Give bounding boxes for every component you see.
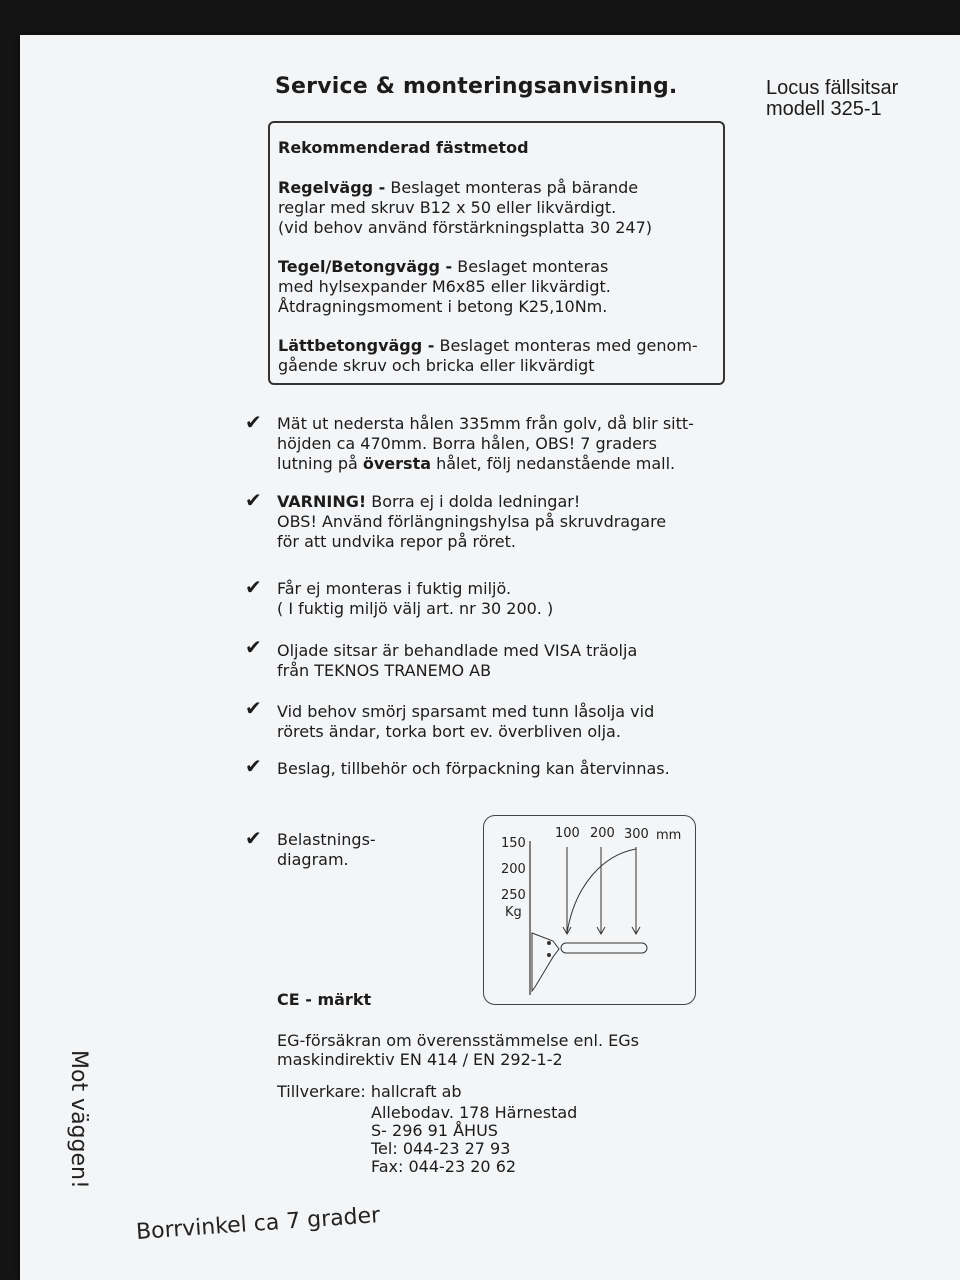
declaration-text: EG-försäkran om överensstämmelse enl. EGs xyxy=(277,1031,639,1050)
method-text: Beslaget monteras med genom- xyxy=(439,336,698,355)
kg-label: 150 xyxy=(501,836,526,851)
item-text: rörets ändar, torka bort ev. överbliven olja. xyxy=(277,722,621,741)
mm-label: 200 xyxy=(590,826,615,841)
fax-line: Fax: 044-23 20 62 xyxy=(371,1157,517,1176)
method-text: med hylsexpander M6x85 eller likvärdigt. xyxy=(278,277,611,296)
item-text: Får ej monteras i fuktig miljö. xyxy=(277,579,512,598)
item-text: Vid behov smörj sparsamt med tunn låsolja vid xyxy=(277,702,655,721)
item-text: Mät ut nedersta hålen 335mm från golv, då blir sitt- xyxy=(277,414,694,433)
method-text: Beslaget monteras xyxy=(457,257,609,276)
kg-label: 250 xyxy=(501,888,526,903)
mm-unit: mm xyxy=(656,828,682,843)
seat-bracket xyxy=(532,933,559,991)
list-item xyxy=(277,579,717,619)
checkmark-icon: ✔ xyxy=(245,696,262,720)
mm-label: 100 xyxy=(555,826,580,841)
load-diagram-drawing xyxy=(483,815,696,1005)
load-arrows xyxy=(563,847,640,934)
handwritten-side-note: Mot väggen! xyxy=(66,1050,91,1189)
item-text: för att undvika repor på röret. xyxy=(277,532,516,551)
list-item xyxy=(277,759,717,779)
product-model xyxy=(766,78,898,120)
item-text: Oljade sitsar är behandlade med VISA träolja xyxy=(277,641,638,660)
seat-tube xyxy=(561,943,647,953)
method-label: Regelvägg - xyxy=(278,178,386,197)
kg-unit: Kg xyxy=(505,905,522,920)
item-text: OBS! Använd förlängningshylsa på skruvdragare xyxy=(277,512,667,531)
method-label: Lättbetongvägg - xyxy=(278,336,435,355)
method-text: (vid behov använd förstärkningsplatta 30 247) xyxy=(278,218,653,237)
ce-mark: CE - märkt xyxy=(277,990,372,1009)
list-item xyxy=(277,414,727,474)
warning-label: VARNING! xyxy=(277,492,367,511)
checkmark-icon: ✔ xyxy=(245,488,262,512)
checkmark-icon: ✔ xyxy=(245,635,262,659)
method-text: gående skruv och bricka eller likvärdigt xyxy=(278,356,595,375)
list-item xyxy=(277,702,717,742)
method-text: reglar med skruv B12 x 50 eller likvärdigt. xyxy=(278,198,617,217)
item-text: ( I fuktig miljö välj art. nr 30 200. ) xyxy=(277,599,554,618)
item-text: höjden ca 470mm. Borra hålen, OBS! 7 graders xyxy=(277,434,657,453)
page-title: Service & monteringsanvisning. xyxy=(275,74,678,99)
mm-label: 300 xyxy=(624,827,649,842)
checkmark-icon: ✔ xyxy=(245,754,262,778)
manufacturer-label: Tillverkare: hallcraft ab xyxy=(277,1082,462,1101)
method-betongvagg xyxy=(278,257,718,317)
model-number: modell 325-1 xyxy=(766,98,882,120)
item-text: lutning på xyxy=(277,454,363,473)
phone-line: Tel: 044-23 27 93 xyxy=(371,1139,511,1158)
item-text: Borra ej i dolda ledningar! xyxy=(366,492,581,511)
method-label: Tegel/Betongvägg - xyxy=(278,257,453,276)
method-text: Åtdragningsmoment i betong K25,10Nm. xyxy=(278,297,608,316)
kg-label: 200 xyxy=(501,862,526,877)
handwritten-bottom-note: Borrvinkel ca 7 grader xyxy=(135,1203,381,1245)
checkmark-icon: ✔ xyxy=(245,826,262,850)
mounting-heading: Rekommenderad fästmetod xyxy=(278,138,529,157)
method-regelvagg xyxy=(278,178,718,238)
method-lattbetong xyxy=(278,336,718,376)
item-text: diagram. xyxy=(277,850,349,869)
item-bold: översta xyxy=(362,454,432,473)
method-text: Beslaget monteras på bärande xyxy=(390,178,639,197)
item-text: Belastnings- xyxy=(277,830,376,849)
item-text: hålet, följ nedanstående mall. xyxy=(431,454,676,473)
item-text: Beslag, tillbehör och förpackning kan återvinnas. xyxy=(277,759,670,778)
checkmark-icon: ✔ xyxy=(245,575,262,599)
list-item xyxy=(277,830,457,870)
model-name: Locus fällsitsar xyxy=(766,77,899,99)
address-line: Allebodav. 178 Härnestad xyxy=(371,1103,578,1122)
list-item xyxy=(277,641,717,681)
list-item xyxy=(277,492,717,552)
item-text: från TEKNOS TRANEMO AB xyxy=(277,661,492,680)
checkmark-icon: ✔ xyxy=(245,410,262,434)
declaration-text: maskindirektiv EN 414 / EN 292-1-2 xyxy=(277,1050,563,1069)
address-line: S- 296 91 ÅHUS xyxy=(371,1121,498,1140)
eg-declaration xyxy=(277,1031,639,1069)
